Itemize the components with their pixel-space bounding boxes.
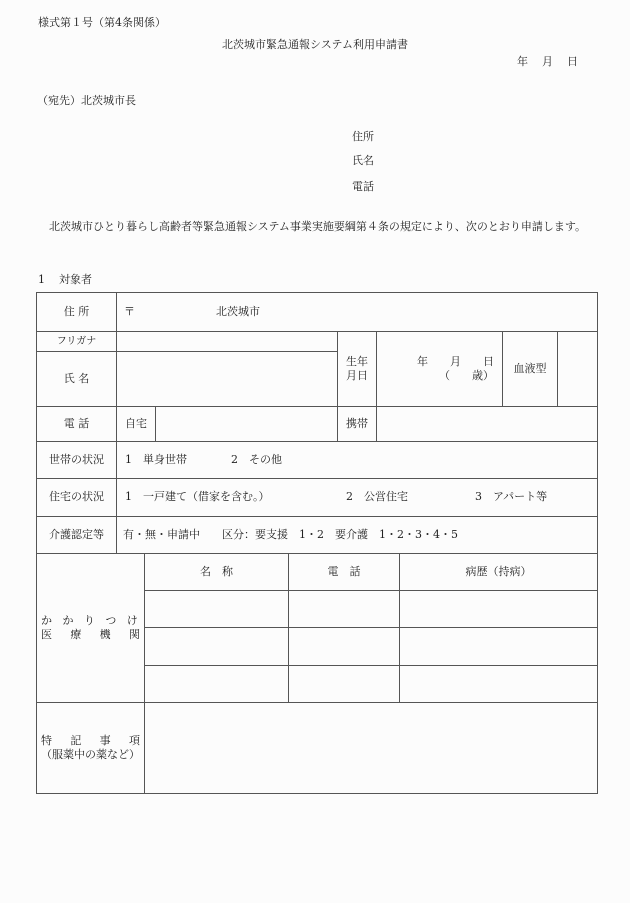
birthdate-label [338,332,376,406]
section-number: 1 [38,273,45,286]
home-phone-label: 自宅 [125,416,147,430]
blood-type-input[interactable] [558,332,597,406]
household-options[interactable]: 1 単身世帯 2 その他 [125,452,282,466]
housing-label: 住宅の状況 [49,490,104,504]
notes-label-line2: （服薬中の薬など） [41,748,140,761]
section-title: 対象者 [59,273,92,286]
phone-label: 電 話 [63,416,90,430]
clinic-name-input-1[interactable] [145,591,288,627]
clinic-label [37,554,144,702]
name-input[interactable] [117,352,337,406]
clinic-name-input-2[interactable] [145,628,288,665]
birthdate-ymd: 年 月 日 [417,354,494,368]
address-input[interactable] [262,293,596,331]
date-day: 日 [567,55,578,68]
addressee: （宛先）北茨城市長 [37,94,136,107]
furigana-label: フリガナ [56,336,97,347]
home-phone-input[interactable] [156,407,337,441]
table-border [36,793,598,794]
application-date [517,55,578,68]
body-text: 北茨城市ひとり暮らし高齢者等緊急通報システム事業実施要綱第４条の規定により、次のとおり申請します。 [49,220,587,233]
address-city: 北茨城市 [216,304,260,318]
mobile-phone-label: 携帯 [346,416,368,430]
housing-option-detached[interactable]: 1 一戸建て（借家を含む。） [125,490,270,504]
housing-option-apartment[interactable]: 3 アパート等 [475,490,548,504]
housing-option-public[interactable]: 2 公営住宅 [346,490,408,504]
clinic-col-name: 名 称 [200,564,233,578]
date-year: 年 [517,55,528,68]
clinic-phone-input-2[interactable] [289,628,399,665]
birthdate-label-line2: 月日 [346,369,368,382]
clinic-name-input-3[interactable] [145,666,288,702]
applicant-phone-label: 電話 [352,180,374,193]
applicant-address-label: 住所 [352,130,374,143]
birthdate-age: （ 歳） [439,369,494,382]
clinic-history-input-1[interactable] [400,591,597,627]
notes-label [37,703,144,793]
clinic-label-line1: かかりつけ [41,613,140,627]
section-heading [38,273,92,286]
clinic-col-history: 病歴（持病） [465,564,532,578]
clinic-phone-input-1[interactable] [289,591,399,627]
document-title: 北茨城市緊急通報システム利用申請書 [222,38,408,51]
notes-input[interactable] [145,703,597,793]
care-cert-label: 介護認定等 [49,527,104,541]
clinic-history-input-3[interactable] [400,666,597,702]
care-cert-options[interactable]: 有・無・申請中 区分：要支援 1・2 要介護 1・2・3・4・5 [123,527,458,541]
clinic-label-line2: 医療機関 [41,628,140,641]
applicant-name-label: 氏名 [352,154,374,167]
clinic-phone-input-3[interactable] [289,666,399,702]
clinic-col-phone: 電 話 [327,564,361,578]
address-label: 住 所 [63,304,90,318]
notes-label-line1: 特記事項 [41,733,140,747]
form-number: 様式第１号（第4条関係） [38,16,166,29]
mobile-phone-input[interactable] [377,407,597,441]
furigana-input[interactable] [117,332,337,351]
table-border [597,292,598,794]
date-month: 月 [542,55,553,68]
blood-type-label: 血液型 [513,361,547,375]
birthdate-field[interactable] [377,332,502,406]
clinic-history-input-2[interactable] [400,628,597,665]
name-label: 氏 名 [63,371,90,385]
postal-mark: 〒 [124,304,135,318]
birthdate-label-line1: 生年 [346,354,368,368]
household-label: 世帯の状況 [49,452,104,466]
